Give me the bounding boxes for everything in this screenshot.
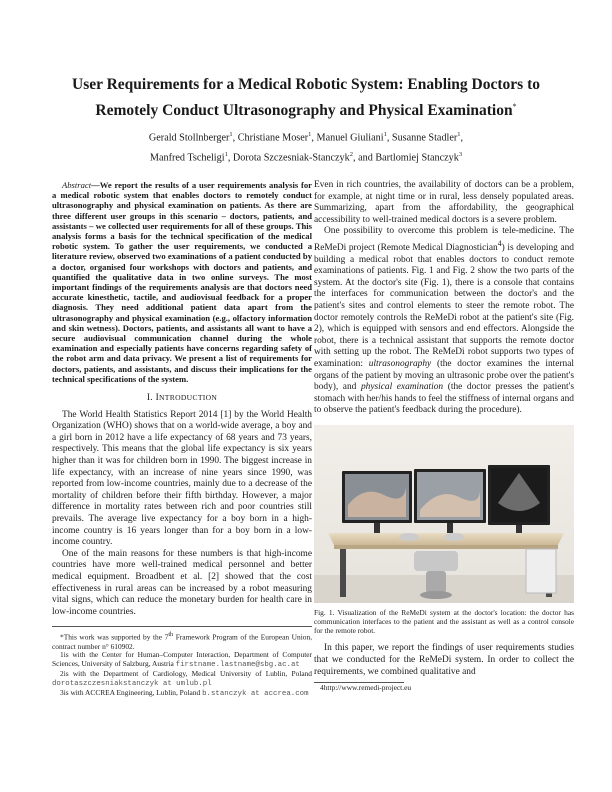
footnote-funding: *This work was supported by the 7th Framework Program of the European Union, contract number n° 610902.	[52, 632, 312, 651]
abstract: Abstract—We report the results of a user requirements analysis for a medical robotic system that enables doctors to remotely conduct ultrasonography and physical examination on patients. As there are three different user groups in this scenario – doctors, patients, and assistants – we collected user requirements for all of these groups. This analysis forms a basis for the technical specification of the medical robotic system. To gather the user requirements, we conducted a literature review, observed two examinations of a patient conducted by a doctor, organised four workshops with doctors and patients, and quantified the qualitative data in two online surveys. The most important findings of the requirements analysis are that doctors need accurate kinesthetic, tactile, and audiovisual feedback for a proper diagnosis. They need additional patient data apart from the ultrasonography and physical examination (e.g., olfactory information and skin wetness). Doctors, patients, and assistants all want to have a secure audiovisual communication channel during the whole examination and especially patients have concerns regarding safety of the robot arm and data privacy. We present a list of requirements for doctors, patients, and assistants, and discuss their implications for the technical specifications of the system.	[52, 180, 312, 384]
footnote-affiliation-1: 1is with the Center for Human–Computer Interaction, Department of Computer Sciences, University of Salzburg, Austria firstname.lastname@sbg.ac.at	[52, 650, 312, 670]
footnote-project-url[interactable]: 4http://www.remedi-project.eu	[320, 683, 412, 693]
author-affiliation-mark: 1	[308, 131, 312, 138]
author-name: Bartlomiej Stanczyk	[375, 152, 459, 164]
email-2[interactable]: dorotaszczesniakstanczyk at umlub.pl	[52, 679, 212, 688]
author-affiliation-mark: 3	[458, 151, 463, 159]
paper-title: User Requirements for a Medical Robotic System: Enabling Doctors to Remotely Conduct Ultrasonography and Physical Examination*	[72, 76, 540, 120]
section-heading-introduction: I. INTRODUCTION	[146, 393, 218, 404]
intro-paragraph-2: One of the main reasons for these numbers is that high-income countries have more well-trained medical personnel and better medical equipment. Broadbent et al. [2] showed that the cost effectiveness in rural areas can be increased by a robot measuring vital signs, which can reduce the monetary burden for health care in low-income countries.	[52, 548, 312, 617]
author-name: Christiane Moser	[237, 132, 309, 144]
email-3[interactable]: b.stanczyk at accrea.com	[202, 689, 309, 698]
footnote-affiliation-3: 3is with ACCREA Engineering, Lublin, Poland b.stanczyk at accrea.com	[60, 687, 309, 698]
author-name: Dorota Szczesniak-Stanczyk	[232, 152, 350, 164]
author-affiliation-mark: 1	[229, 131, 233, 138]
footnotes	[52, 626, 312, 698]
email-1[interactable]: firstname.lastname@sbg.ac.at	[175, 661, 300, 670]
left-column	[52, 180, 312, 698]
author-name: Susanne Stadler	[391, 132, 458, 144]
author-name: Gerald Stollnberger	[148, 132, 230, 144]
right-paragraph-1: Even in rich countries, the availability of doctors can be a problem, for example, at night time or in rural, less densely populated areas. Summarizing, apart from the affordability, the geographical accessibility to well-trained medical doctors is a severe problem.	[314, 180, 574, 225]
author-affiliation-mark: 1	[224, 151, 228, 159]
right-column	[314, 180, 574, 692]
author-list	[40, 126, 572, 167]
authors-line-1: Gerald Stollnberger$^1$, Christiane Moser$^1$, Manuel Giuliani$^1$, Susanne Stadler$^1$,	[148, 131, 464, 144]
author-affiliation-mark: 1	[383, 131, 387, 138]
author-name: Manuel Giuliani	[316, 132, 384, 144]
console-render-image	[314, 425, 574, 603]
author-name: Manfred Tscheligi	[149, 152, 225, 164]
authors-line-2: Manfred Tscheligi$^1$, Dorota Szczesniak-Stanczyk$^2$, and Bartlomiej Stanczyk$^3$	[149, 151, 463, 164]
author-affiliation-mark: 2	[349, 151, 353, 159]
footnote-affiliation-2: 2is with the Department of Cardiology, Medical University of Lublin, Poland dorotaszczesniakstanczyk at umlub.pl	[52, 669, 312, 688]
right-paragraph-3: In this paper, we report the findings of user requirements studies that we conducted for the ReMeDi system. In order to collect the requirements, we combined qualitative and	[314, 643, 574, 677]
figure-1-caption: Fig. 1. Visualization of the ReMeDi system at the doctor's location: the doctor has communication interfaces to the patient and the assistant as well as a control console for the remote robot.	[314, 608, 574, 635]
right-paragraph-2: One possibility to overcome this problem is tele-medicine. The ReMeDi project (Remote Medical Diagnostician$^4$) is developing and building a medical robot that enables doctors to conduct remote examinations of patients. Fig. 1 and Fig. 2 show the two parts of the system. At the doctor's site (Fig. 1), there is a console that contains the interfaces for communication between the doctor's and the patient's sites and control elements to steer the remote robot. The doctor remotely controls the ReMeDi robot at the patient's site (Fig. 2), which is equipped with sensors and end effectors. Alongside the robot, there is a technical assistant that supports the remote doctor with setting up the robot. The ReMeDi robot supports two types of examination: ultrasonography (the doctor examines the internal organs of the patient by moving an ultrasonic probe over the patient's body), and physical examination (the doctor presses the patient's stomach with her/his hands to feel the stiffness of internal organs and to observe the patient's feedback during the procedure).	[314, 226, 574, 416]
intro-paragraph-1: The World Health Statistics Report 2014 [1] by the World Health Organization (WHO) shows that on a world-wide average, a boy and a girl born in 2012 have a life expectancy of 68 years and 73 years, respectively. This means that the global life expectancy is six years higher than it was for children born in 1990. The biggest increase in life expectancy, with an increase of nine years since 1990, was reported from low-income countries, mainly due to a decrease of the mortality of children before their fifth birthday. However, a major difference in mortality rates between rich and poor countries still prevails. The average live expectancy for a boy born in a high-income country is 16 years longer than for a boy born in a low-income country.	[52, 409, 312, 548]
figure-1-doctor-console	[314, 425, 574, 603]
author-affiliation-mark: 1	[457, 131, 461, 138]
